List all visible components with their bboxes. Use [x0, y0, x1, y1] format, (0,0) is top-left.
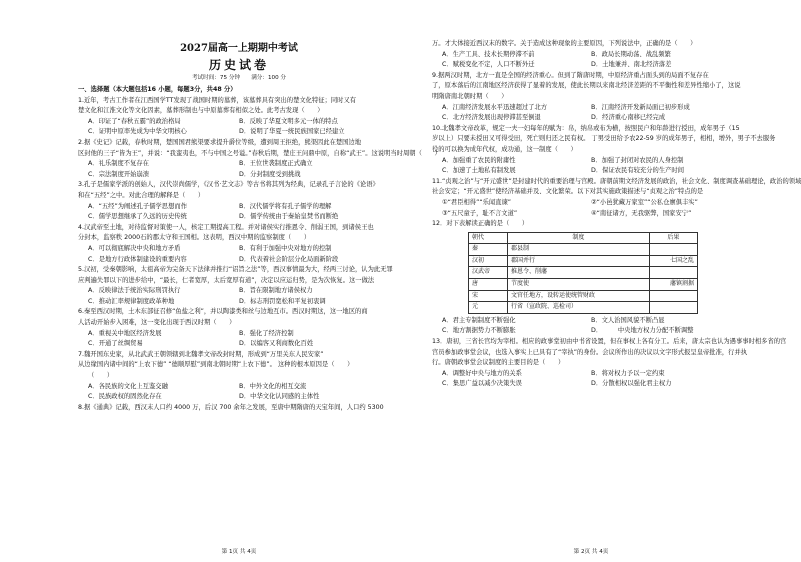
- option: C．推动汇率规律制度政革种地: [88, 297, 175, 305]
- option: A．各民族的文化上互鉴交融: [88, 382, 168, 390]
- table-cell: 元: [469, 302, 508, 314]
- question-line: 分封本，监察秩 2000石的郡太守和王国相。这表明，西汉中期的监察制度（ ）: [78, 234, 311, 242]
- option: ①“君臣相得”“乐闻直谏”: [442, 198, 512, 206]
- option: C．赋税变化不定，人口不断外迁: [442, 61, 535, 69]
- question-line: 6.秦至西汉时期，土木东部征召修“鱼盐之利”，并以陶漆类和丝与边地互市。西汉时期这，这一地区的商: [78, 308, 368, 316]
- option-row: [432, 50, 750, 61]
- question-line: 12．对下表解读正确的是（ ）: [432, 220, 529, 228]
- question-line: 11.“贞观之治”与“开元盛世”是封建时代的重要治理与宫殿。唐朝前期文经济发展的政治，社会文化、制度调查基础理论，政治的领域: [432, 177, 801, 185]
- option: ③“五尺童子，耻不言文道”: [442, 209, 518, 217]
- table-cell: 藩镇割据: [649, 279, 697, 291]
- option-row: [78, 170, 400, 181]
- question-line: 社会安定；“开元盛世”使经济基础并及、文化繁荣。以下对其实施政策描述与“贞观之治”特点的是: [432, 188, 704, 196]
- option-row: [432, 113, 750, 124]
- option: A．重视关中地区经济发展: [88, 329, 162, 337]
- page-footer: 第 2页 共 4页: [573, 549, 609, 556]
- table-cell: 推恩令、削藩: [507, 267, 649, 279]
- option: ④“南征诸方，无我驱弊，国家安宁”: [591, 209, 692, 217]
- option: A．调整好中央与地方的关系: [442, 369, 522, 377]
- option: C．宗法制度开始崩溃: [88, 170, 150, 178]
- option-row: [78, 329, 400, 340]
- table-cell: 节度使: [507, 279, 649, 291]
- option: A．礼乐制度不复存在: [88, 160, 149, 168]
- option: C．开通了丝绸贸易: [88, 340, 143, 348]
- option: D．中华文化认同感的主体性: [239, 393, 320, 401]
- option-row: [78, 392, 400, 403]
- option: C．儒学思想继承了久远的历史传统: [88, 213, 187, 221]
- option: D．儒学传统由于秦始皇焚书而断绝: [239, 213, 339, 221]
- table-row: [469, 244, 698, 256]
- table-cell: 七国之乱: [649, 255, 697, 267]
- dynasty-system-table: [468, 232, 698, 314]
- option: C．是地方行政体制建设的重要内容: [88, 255, 187, 263]
- option: A．反映律法于统治实际刑罚执行: [88, 287, 181, 295]
- option: C．加速了土地私有制发展: [442, 167, 516, 175]
- table-cell: [649, 267, 697, 279]
- option: B．江南经济开发新局面已初步形成: [591, 103, 690, 111]
- option: ②“小邑犹藏万家室”“公私仓廪俱丰实”: [591, 198, 698, 206]
- option-row: [78, 255, 400, 266]
- table-row: [469, 290, 698, 302]
- table-cell: [649, 290, 697, 302]
- question-line: 役的可以换为成年代权，成功通，这一制度（ ）: [432, 145, 577, 153]
- option: D． 中央地方权力分配不断调整: [591, 327, 694, 335]
- option: C．地方割据势力不断膨胀: [442, 327, 516, 335]
- question-line: 宫员参加政事堂会议，也选入事实上已具有了“宰执”的身份。会议所作出的决议以文字形式报呈皇帝批准，行并执: [432, 348, 748, 356]
- question-line: 7.魏开国东史家，从北武武王朝领辖到北魏孝文帝改封时期，形成到“万里关东人民安家”: [78, 350, 324, 358]
- option: D．以编客又利商数化百姓: [239, 340, 314, 348]
- table-cell: 宋: [469, 290, 508, 302]
- question-line: 楚文化和江淮文化等文化因素，墓葬形制也与中原墓葬有相似之处。此考古发现（ ）: [78, 107, 324, 115]
- option: C．北方经济发展出现停滞甚至倒退: [442, 114, 541, 122]
- table-row: [469, 255, 698, 267]
- option: C．证明中原率先成为中华文明核心: [88, 128, 187, 136]
- option-row: [78, 244, 400, 255]
- question-line: 3.孔子是儒家学派的创始人，汉代崇尚儒学，《汉书·艺文志》等古书将其列为经典，记录孔子言论的《论语》: [78, 181, 379, 189]
- question-line: 万。才大体接近西汉末的数字。关于造成这种现象的主要原因，下列说法中，正确的是（ ）: [432, 40, 697, 47]
- option: B．旨在限制地方诸侯权力: [239, 287, 313, 295]
- option: A．君主专制制度不断强化: [442, 316, 516, 324]
- right-page: [432, 0, 801, 562]
- option-row: [432, 198, 750, 209]
- option: A．可以彻底解决中央和地方矛盾: [88, 244, 181, 252]
- option: A．印证了“春秋五霸”的政治格局: [88, 117, 181, 125]
- option-row: [78, 212, 400, 223]
- table-cell: 汉初: [469, 255, 508, 267]
- option-row: [432, 60, 750, 71]
- option: B．加强了封闭对农民的人身控制: [591, 156, 684, 164]
- option: B．文人治国风貌不断凸显: [591, 316, 665, 324]
- question-line: 区封他的三子“皆为王”，并说：“我蛮夷也，不与中国之号谥。”春秋后期，楚庄王问鼎中原，自称“武王”。这说明当时周朝（ ）: [78, 149, 441, 157]
- table-cell: 郡国并行: [507, 255, 649, 267]
- question-line: 13．唐初，三省长官均为宰相。相应的政事堂初由中书省设置，但在事权上各有分工。后来，唐太宗也认为遇事事时相多省的宫: [432, 338, 787, 346]
- option: D．说明了华夏一统民族国家已经建立: [239, 128, 345, 136]
- exam-title: 2027届高一上期期中考试: [180, 43, 298, 54]
- left-page: [78, 0, 441, 562]
- option-row: [432, 156, 750, 167]
- option: C．集思广益以减少决策失误: [442, 380, 522, 388]
- table-row: [469, 302, 698, 314]
- option: D．代表着社会阶层分化局面新阶段: [239, 255, 339, 263]
- question-line: 从边缘国内诸中间的“上农下德” “德顺厚慰”到南北朝时期“上农下德”。 这种的根本原因是（ ）: [78, 361, 354, 369]
- question-line: 2.据《史记》记载，春秋时期，楚国国君熊渠要求提升爵位等级，遭到周王拒绝，熊渠因此在楚国边地: [78, 138, 362, 146]
- table-cell: 郡县制: [507, 244, 649, 256]
- table-row: [469, 279, 698, 291]
- question-line: 应判遍失罪以下的进步给中，“最长，仁者宽厚，太后宽厚有道”，决定以应运归势，是为次恢复。这一做法: [78, 276, 375, 284]
- table-cell: 文官任地方，设转运使统管财政: [507, 290, 649, 302]
- option: A．“五经”为阐述孔子儒学思想而作: [88, 202, 187, 210]
- option: B．政局长期动荡、战乱频繁: [591, 50, 671, 58]
- exam-meta: 考试时间：75 分钟 满分：100 分: [191, 75, 287, 81]
- table-cell: [649, 244, 697, 256]
- table-cell: [649, 302, 697, 314]
- question-line: 人活动开始步入困难，这一变化出现于西汉时期（ ）: [78, 319, 236, 327]
- option: A．江南经济发展水平迅速超过了北方: [442, 103, 548, 111]
- option-row: [432, 166, 750, 177]
- question-line: 4.汉武帝至土地，对待监督对策使一人，核定工期提高工程。并对诸侯实行推恩令、削弱王国，到诸侯王也: [78, 223, 374, 231]
- question-line: 10.北魏孝文帝改革，规定一夫一妇每年的赋为：帛，纳帛或布为横，按照民户和年龄进行授田，成年男子（15: [432, 124, 740, 132]
- answer-blank: （ ）: [88, 372, 114, 380]
- option-row: [432, 369, 750, 380]
- option: B．中外文化的相互交流: [239, 382, 307, 390]
- option: D．保证农民有较充分的生产时间: [591, 167, 685, 175]
- option-row: [432, 103, 750, 114]
- option-row: [78, 339, 400, 350]
- option-row: [432, 379, 750, 390]
- table-header-cell: 后果: [649, 232, 697, 244]
- table-cell: 秦: [469, 244, 508, 256]
- option-row: [78, 202, 400, 213]
- table-cell: 唐: [469, 279, 508, 291]
- option-row: [78, 159, 400, 170]
- question-line: 行。唐朝政事堂会议制度的主要目的是（ ）: [432, 359, 565, 367]
- table-header-cell: 朝代: [469, 232, 508, 244]
- question-line: 8.据《通典》记载，西汉末人口约 4000 万，后汉 700 余年之发展，至唐中期隋唐的天宝年间，人口约 5300: [78, 403, 384, 411]
- option: B．将对权力予以一定约束: [591, 369, 665, 377]
- option-row: [78, 117, 400, 128]
- option: D．分封制度受到挑战: [239, 170, 301, 178]
- option-row: [432, 326, 750, 337]
- option-row: [432, 209, 750, 220]
- option: B．有利于加强中央对地方的控制: [239, 244, 332, 252]
- option: C．民族政权的固然化存在: [88, 393, 162, 401]
- option: D．土地兼并、南北经济落差: [591, 61, 672, 69]
- question-line: 了，原本落后的江南地区经济获得了显着的发展，使此长期以来南北经济差距的不平衡性和差异性缩小了，这说: [432, 82, 741, 90]
- question-line: 和在“五经”之中。对此合理的解释是（ ）: [78, 191, 205, 199]
- table-cell: 汉武帝: [469, 267, 508, 279]
- option-row: [78, 297, 400, 308]
- option: D．标志刑罚宽松和平复初衷调: [239, 297, 326, 305]
- option-row: [78, 382, 400, 393]
- option: B．王位世袭制度正式确立: [239, 160, 313, 168]
- question-line: 明隋唐南北朝时期（ ）: [432, 92, 508, 100]
- option-row: [432, 316, 750, 327]
- question-line: 1.近年，考古工作者在江西国学TT发现了战国时期的墓葬，该墓葬具有突出的楚文化特征；同时又有: [78, 96, 357, 104]
- question-line: 岁以上）只要未授田又可得受田，死亡则归还之民有权。 丁男受田给予农22-59 岁的成年男子，相相，增外，男子不去服务: [432, 135, 776, 143]
- option: D．经济重心南移已经完成: [591, 114, 666, 122]
- section-heading: 一、选择题（本大题包括16 小题，每题3分，共48 分）: [78, 86, 237, 93]
- option: D．分散相权以强化君主权力: [591, 380, 672, 388]
- option: A．加强重了农民的附庸性: [442, 156, 516, 164]
- option: A．生产工具、技术长期停滞不前: [442, 50, 535, 58]
- table-row: [469, 267, 698, 279]
- option: B．汉代儒学将有孔子儒学的理解: [239, 202, 332, 210]
- table-cell: 行省（宣政院、巡检司）: [507, 302, 649, 314]
- table-header-cell: 制度: [507, 232, 649, 244]
- exam-subtitle: 历史试卷: [208, 58, 269, 72]
- option: B．强化了经济控制: [239, 329, 294, 337]
- option-row: [78, 286, 400, 297]
- question-line: 9.据两汉时期，北方一直是全国的经济重心。但到了隋唐时期，中原经济重占面头到的局面不复存在: [432, 71, 709, 79]
- option: B．反映了华夏文明多元一体的特点: [239, 117, 338, 125]
- question-line: 5.汉初，受秦朝影响，太祖高帝为完备天下法律并推行“诏旨之法”等，西汉事情最为大，经两三讨论，认为此无罪: [78, 266, 393, 274]
- option-row: [78, 127, 400, 138]
- page-footer: 第 1页 共 4页: [221, 549, 257, 556]
- table-header-row: [469, 232, 698, 244]
